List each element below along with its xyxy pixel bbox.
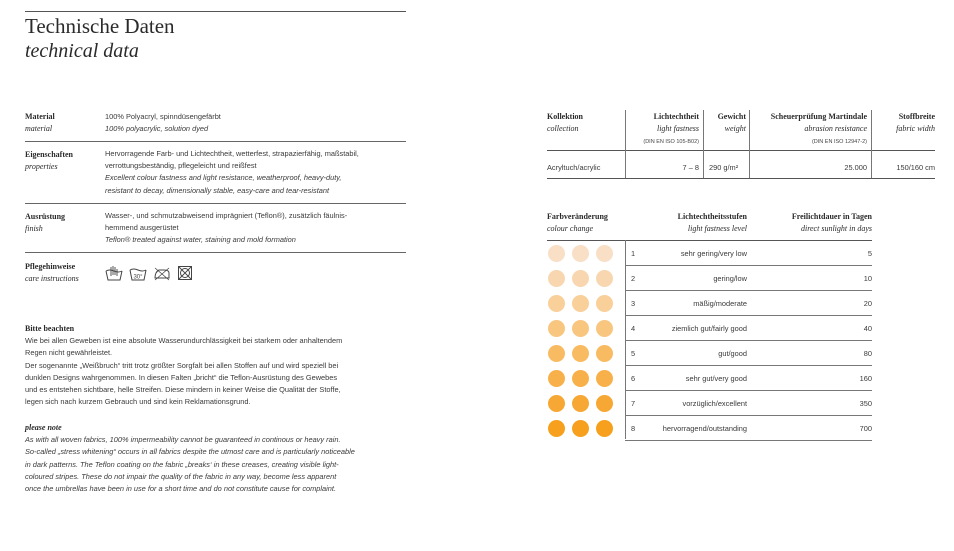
sunlight-days: 40 — [863, 324, 872, 333]
level-label: gut/good — [718, 349, 747, 358]
no-iron-icon — [153, 265, 171, 281]
colour-dot — [596, 345, 613, 362]
care-label-en: care instructions — [25, 274, 79, 283]
properties-label: Eigenschaften — [25, 150, 73, 159]
note-line: dunklen Designs wahrgenommen. In diesen Falten „bricht“ die Teflon-Ausrüstung des Gewebes — [25, 372, 338, 382]
colour-dot — [596, 295, 613, 312]
colour-dot — [572, 395, 589, 412]
cell-abrasion: 25.000 — [844, 163, 867, 172]
col-abrasion-header: Scheuerprüfung Martindale — [770, 112, 867, 121]
row-rule — [625, 415, 872, 416]
sunlight-days: 80 — [863, 349, 872, 358]
note-line: once the umbrellas have been in use for a short time and do not constitute cause for complaint. — [25, 484, 336, 494]
col-divider — [703, 110, 704, 178]
material-value: 100% Polyacryl, spinndüsengefärbt 100% polyacrylic, solution dyed — [105, 112, 221, 134]
col-collection-header: Kollektion — [547, 112, 584, 121]
level-label: sehr gut/very good — [685, 374, 747, 383]
colour-dot — [596, 320, 613, 337]
properties-value: Hervorragende Farb- und Lichtechtheit, wetterfest, strapazierfähig, maßstabil, verrottungsbeständig, pflegeleicht und reißfest Excellent colour fastness and light resistance, weatherproof, heavy-duty, resistant to decay, dimensionally stable, easy-care and tear-resistant — [105, 149, 359, 195]
colour-change-header-en: colour change — [547, 224, 593, 233]
level-header-en: light fastness level — [687, 224, 747, 233]
col-weight-header: Gewicht — [717, 112, 746, 121]
divider — [25, 203, 406, 204]
cell-collection: Acryltuch/acrylic — [547, 163, 601, 172]
level-number: 6 — [631, 374, 636, 383]
colour-dot — [572, 420, 589, 437]
sunlight-days: 160 — [859, 374, 872, 383]
col-width-header-en: fabric width — [896, 124, 935, 133]
colour-dot — [596, 245, 613, 262]
level-number: 4 — [631, 324, 636, 333]
colour-dot — [548, 420, 565, 437]
no-tumble-dry-icon — [177, 265, 193, 281]
col-collection-header-en: collection — [547, 124, 579, 133]
colour-dot — [548, 270, 565, 287]
level-number: 5 — [631, 349, 636, 358]
note-line: Regen nicht gewährleistet. — [25, 348, 113, 358]
colour-dot — [572, 370, 589, 387]
colour-dot — [572, 345, 589, 362]
row-rule — [625, 440, 872, 441]
notes-heading: Bitte beachten — [25, 324, 75, 333]
colour-dot — [572, 245, 589, 262]
divider — [25, 252, 406, 253]
table-bottom-rule — [547, 178, 935, 179]
material-label: Material — [25, 112, 55, 121]
col-lightfastness-header: Lichtechtheit — [653, 112, 699, 121]
level-label: mäßig/moderate — [693, 299, 747, 308]
col-abrasion-header-en: abrasion resistance — [804, 124, 867, 133]
care-icons — [105, 265, 193, 281]
note-line: legen sich nach kurzem Gebrauch und sind kein Reklamationsgrund. — [25, 397, 251, 407]
page-title: Technische Daten — [25, 14, 175, 38]
col-lightfastness-header-en: light fastness — [656, 124, 699, 133]
row-rule — [625, 290, 872, 291]
row-rule — [625, 315, 872, 316]
level-label: hervorragend/outstanding — [662, 424, 747, 433]
colour-dot — [548, 295, 565, 312]
row-rule — [625, 390, 872, 391]
cell-weight: 290 g/m² — [709, 163, 739, 172]
care-label: Pflegehinweise — [25, 262, 76, 271]
notes-heading-en: please note — [25, 423, 62, 432]
properties-label-en: properties — [25, 162, 58, 171]
finish-label: Ausrüstung — [25, 212, 66, 221]
level-number: 1 — [631, 249, 636, 258]
level-number: 8 — [631, 424, 636, 433]
colour-dot — [596, 395, 613, 412]
col-abrasion-norm: (DIN EN ISO 12947-2) — [811, 139, 867, 145]
page-subtitle: technical data — [25, 40, 139, 62]
table-header-rule — [547, 150, 935, 151]
col-weight-header-en: weight — [724, 124, 746, 133]
note-line: Der sogenannte „Weißbruch“ tritt trotz größter Sorgfalt bei allen Stoffen auf und wird speziell bei — [25, 360, 339, 370]
col-lightfastness-norm: (DIN EN ISO 105-B02) — [643, 139, 699, 145]
level-header: Lichtechtheitsstufen — [677, 212, 747, 221]
col-divider — [625, 110, 626, 178]
material-label-en: material — [25, 124, 53, 133]
note-line: und es entstehen sichtbare, helle Streifen. Diese mindern in keiner Weise die Qualität der Stoffe, — [25, 385, 341, 395]
note-line: Wie bei allen Geweben ist eine absolute Wasserundurchlässigkeit bei starkem oder anhaltendem — [25, 336, 343, 346]
col-divider — [871, 110, 872, 178]
wash-30-icon — [129, 265, 147, 281]
cell-width: 150/160 cm — [896, 163, 935, 172]
level-label: gering/low — [713, 274, 747, 283]
note-line: As with all woven fabrics, 100% impermeability cannot be guaranteed in continous or heavy rain. — [25, 435, 341, 445]
sunlight-days: 350 — [859, 399, 872, 408]
colour-dot — [548, 370, 565, 387]
note-line: coloured stripes. These do not impair the quality of the fabric in any way, become less apparent — [25, 471, 337, 481]
sunlight-header: Freilichtdauer in Tagen — [791, 212, 872, 221]
level-number: 7 — [631, 399, 636, 408]
sunlight-days: 700 — [859, 424, 872, 433]
finish-value: Wasser-, und schmutzabweisend imprägniert (Teflon®), zusätzlich fäulnis- hemmend ausgerüstet Teflon® treated against water, staining and mold formation — [105, 211, 348, 245]
colour-dot — [572, 270, 589, 287]
colour-dot — [596, 370, 613, 387]
colour-dot — [548, 320, 565, 337]
finish-label-en: finish — [25, 224, 43, 233]
col-divider — [749, 110, 750, 178]
sunlight-days: 5 — [867, 249, 872, 258]
colour-change-header: Farbveränderung — [547, 212, 608, 221]
sunlight-header-en: direct sunlight in days — [800, 224, 872, 233]
colour-dot — [572, 295, 589, 312]
level-label: sehr gering/very low — [680, 249, 747, 258]
notes-de — [25, 323, 425, 408]
level-label: ziemlich gut/fairly good — [671, 324, 747, 333]
sunlight-days: 20 — [863, 299, 872, 308]
colour-dot — [596, 420, 613, 437]
colour-dot — [572, 320, 589, 337]
colour-dot — [548, 245, 565, 262]
colour-dot — [596, 270, 613, 287]
level-number: 2 — [631, 274, 636, 283]
fastness-header-rule — [547, 240, 872, 241]
sunlight-days: 10 — [863, 274, 872, 283]
colour-dot — [548, 395, 565, 412]
header-rule — [25, 11, 406, 12]
row-rule — [625, 340, 872, 341]
col-width-header: Stoffbreite — [898, 112, 935, 121]
row-rule — [625, 365, 872, 366]
notes-en — [25, 422, 425, 495]
hand-wash-icon — [105, 265, 123, 281]
cell-lightfastness: 7 – 8 — [682, 163, 699, 172]
wash-temp: 30° — [133, 274, 143, 281]
divider — [25, 141, 406, 142]
note-line: So-called „stress whitening“ occurs in all fabrics despite the utmost care and is particularly noticeable — [25, 447, 355, 457]
note-line: in dark patterns. The Teflon coating on the fabric „breaks‘ in these creases, creating visible light- — [25, 459, 339, 469]
colour-dot — [548, 345, 565, 362]
level-label: vorzüglich/excellent — [682, 399, 747, 408]
level-number: 3 — [631, 299, 636, 308]
row-rule — [625, 265, 872, 266]
